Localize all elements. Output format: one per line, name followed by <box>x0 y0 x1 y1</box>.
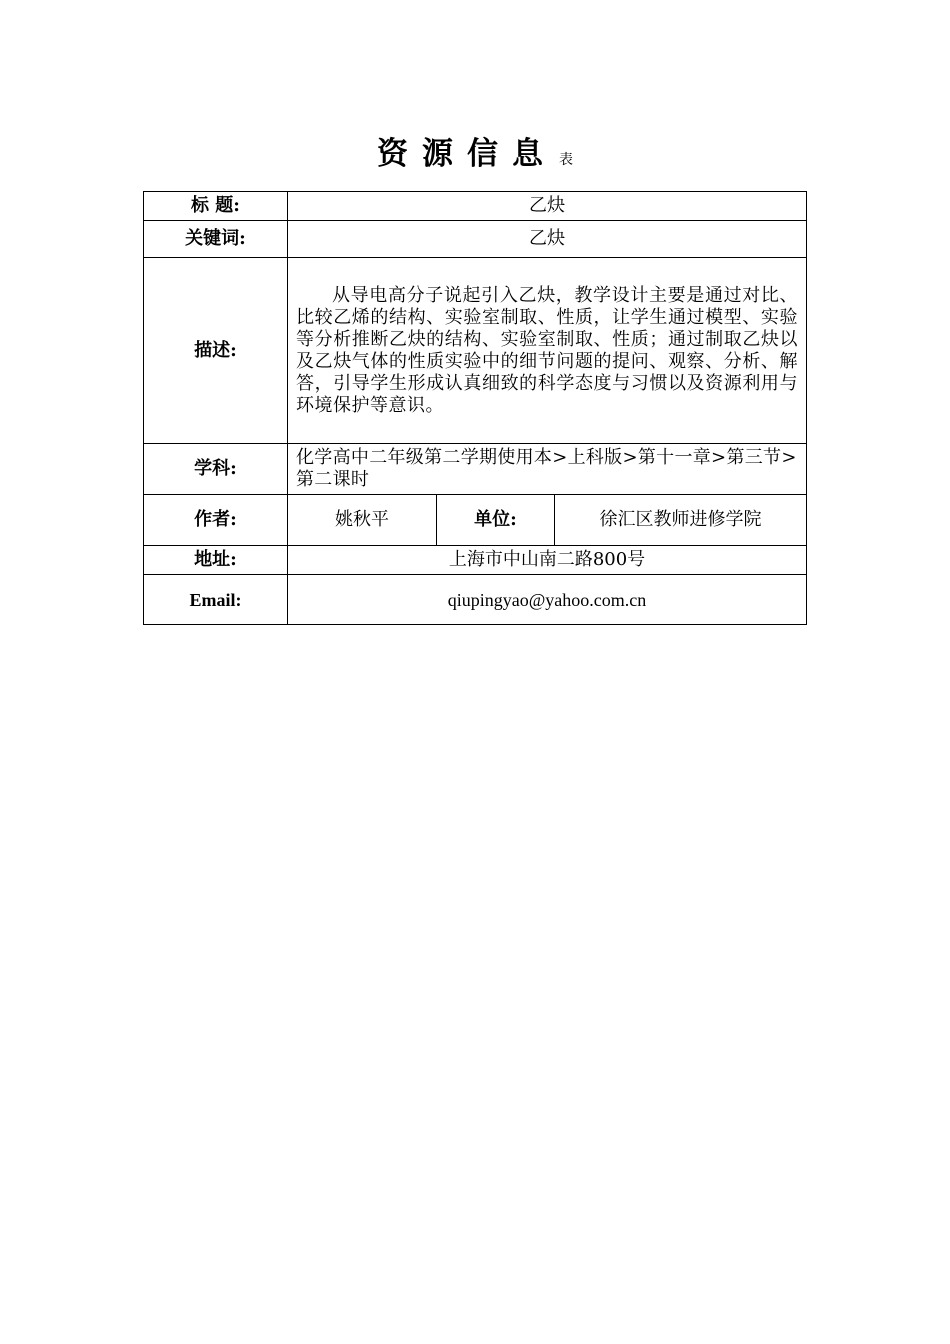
table-row-subject <box>144 444 807 495</box>
table-row-title <box>144 192 807 221</box>
unit-value: 徐汇区教师进修学院 <box>555 495 807 546</box>
keywords-value: 乙炔 <box>288 221 807 258</box>
table-row-description <box>144 258 807 444</box>
table-row-address <box>144 546 807 575</box>
title-value: 乙炔 <box>288 192 807 221</box>
table-row-email <box>144 575 807 625</box>
subject-label: 学科: <box>144 444 288 495</box>
title-label: 标 题: <box>144 192 288 221</box>
subject-value: 化学高中二年级第二学期使用本>上科版>第十一章>第三节>第二课时 <box>288 444 807 495</box>
page-title-suffix: 表 <box>559 152 573 168</box>
keywords-label: 关键词: <box>144 221 288 258</box>
description-value: 从导电高分子说起引入乙炔，教学设计主要是通过对比、比较乙烯的结构、实验室制取、性质，让学生通过模型、实验等分析推断乙炔的结构、实验室制取、性质；通过制取乙炔以及乙炔气体的性质实验中的细节问题的提问、观察、分析、解答，引导学生形成认真细致的科学态度与习惯以及资源利用与环境保护等意识。 <box>288 258 807 444</box>
author-label: 作者: <box>144 495 288 546</box>
page-title <box>0 128 950 173</box>
description-label: 描述: <box>144 258 288 444</box>
table-row-author <box>144 495 807 546</box>
table-row-keywords <box>144 221 807 258</box>
address-value: 上海市中山南二路800号 <box>288 546 807 575</box>
page-title-main: 资源信息 <box>377 136 557 172</box>
address-label: 地址: <box>144 546 288 575</box>
author-value: 姚秋平 <box>288 495 437 546</box>
email-label: Email: <box>144 575 288 625</box>
email-value: qiupingyao@yahoo.com.cn <box>288 575 807 625</box>
resource-info-table <box>143 191 807 625</box>
unit-label: 单位: <box>437 495 555 546</box>
